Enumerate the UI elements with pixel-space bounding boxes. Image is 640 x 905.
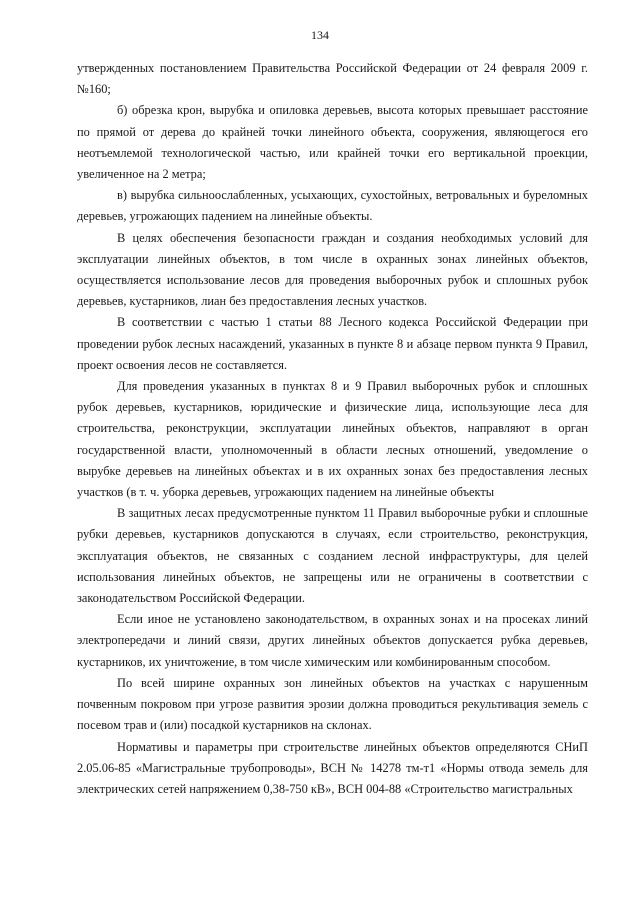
paragraph-9: По всей ширине охранных зон линейных объектов на участках с нарушенным почвенным покровом при угрозе развития эрозии должна проводиться рекультивация земель с посевом трав и (или) посадкой кустарников на склонах. [77,675,588,733]
paragraph-8: Если иное не установлено законодательством, в охранных зонах и на просеках линий электропередачи и линий связи, других линейных объектов допускается рубка деревьев, кустарников, их уничтожение, в том числе химическим или комбинированным способом. [77,612,588,669]
page-body [77,58,588,800]
paragraph-2: б) обрезка крон, вырубка и опиловка деревьев, высота которых превышает расстояние по прямой от дерева до крайней точки линейного объекта, сооружения, являющегося его неотъемлемой технологической частью, или крайней точки его вертикальной проекции, увеличенное на 2 метра; [77,103,588,182]
paragraph-6: Для проведения указанных в пунктах 8 и 9 Правил выборочных рубок и сплошных рубок деревьев, кустарников, юридические и физические лица, использующие леса для строительства, реконструкции, эксплуатации линейных объектов, направляют в орган государственной власти, уполномоченный в области лесных отношений, уведомление о вырубке деревьев на линейных объектах и в их охранных зонах без предоставления лесных участков (в т. ч. уборка деревьев, угрожающих падением на линейные объекты [77,379,588,500]
paragraph-10: Нормативы и параметры при строительстве линейных объектов определяются СНиП 2.05.06-85 «Магистральные трубопроводы», ВСН № 14278 тм-т1 «Нормы отвода земель для электрических сетей напряжением 0,38-750 кВ», ВСН 004-88 «Строительство магистральных [77,739,588,796]
paragraph-7: В защитных лесах предусмотренные пунктом 11 Правил выборочные рубки и сплошные рубки деревьев, кустарников допускаются в случаях, если строительство, реконструкция, эксплуатация объектов, не связанных с созданием лесной инфраструктуры, для целей использования линейных объектов, не запрещены или не ограничены в соответствии с законодательством Российской Федерации. [77,506,588,606]
paragraph-4: В целях обеспечения безопасности граждан и создания необходимых условий для эксплуатации линейных объектов, в том числе в охранных зонах линейных объектов, осуществляется использование лесов для проведения выборочных рубок и сплошных рубок деревьев, кустарников, лиан без предоставления лесных участков. [77,230,588,309]
paragraph-1: утвержденных постановлением Правительства Российской Федерации от 24 февраля 2009 г. №160; [77,61,588,97]
paragraph-3: в) вырубка сильноослабленных, усыхающих, сухостойных, ветровальных и буреломных деревьев, угрожающих падением на линейные объекты. [77,188,588,224]
page-number: 134 [311,28,329,42]
paragraph-5: В соответствии с частью 1 статьи 88 Лесного кодекса Российской Федерации при проведении рубок лесных насаждений, указанных в пункте 8 и абзаце первом пункта 9 Правил, проект освоения лесов не составляется. [77,315,588,372]
